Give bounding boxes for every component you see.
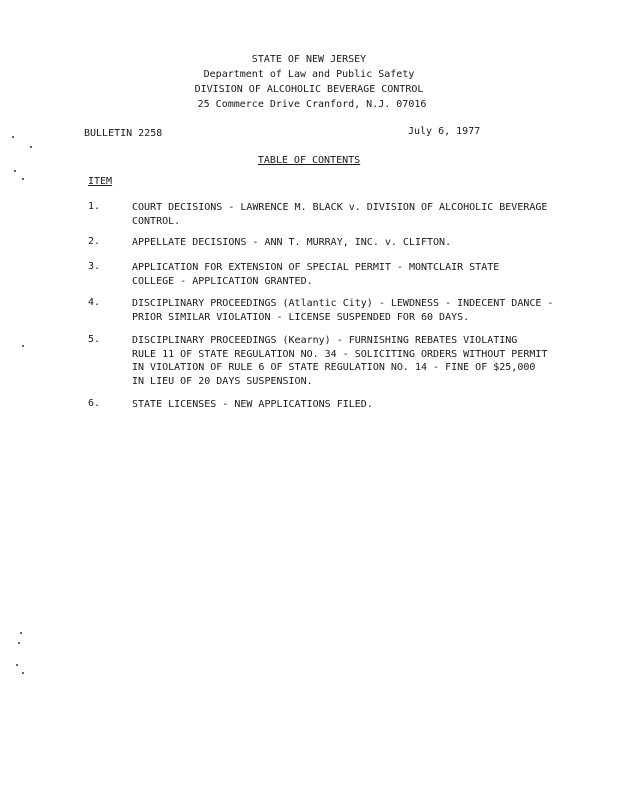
item-number: 5. [88, 334, 101, 345]
bulletin-date: July 6, 1977 [408, 126, 481, 137]
toc-title [0, 155, 618, 166]
header-state: STATE OF NEW JERSEY [251, 54, 367, 65]
header-division: DIVISION OF ALCOHOLIC BEVERAGE CONTROL [194, 84, 424, 95]
item-text: APPELLATE DECISIONS - ANN T. MURRAY, INC. v. CLIFTON. [132, 237, 452, 248]
header-department: Department of Law and Public Safety [203, 69, 415, 80]
scan-speck [20, 632, 22, 634]
scan-speck [12, 136, 14, 138]
scan-speck [18, 642, 20, 644]
item-number: 3. [88, 261, 101, 272]
scan-speck [22, 178, 24, 180]
letterhead [0, 52, 618, 112]
scan-speck [16, 664, 18, 666]
item-text: DISCIPLINARY PROCEEDINGS (Atlantic City) - LEWDNESS - INDECENT DANCE - PRIOR SIMILAR VIOLATION - LICENSE SUSPENDED FOR 60 DAYS. [132, 298, 554, 323]
item-text: STATE LICENSES - NEW APPLICATIONS FILED. [132, 399, 373, 410]
toc-title-text: TABLE OF CONTENTS [257, 155, 361, 166]
item-column-heading: ITEM [88, 176, 113, 187]
item-number: 6. [88, 398, 101, 409]
item-text: DISCIPLINARY PROCEEDINGS (Kearny) - FURNISHING REBATES VIOLATING RULE 11 OF STATE REGULATION NO. 34 - SOLICITING ORDERS WITHOUT PERMIT IN VIOLATION OF RULE 6 OF STATE REGULATION NO. 14 - FINE OF $25,000 IN LIEU OF 20 DAYS SUSPENSION. [132, 335, 548, 387]
scan-speck [22, 672, 24, 674]
item-number: 4. [88, 297, 101, 308]
item-text: APPLICATION FOR EXTENSION OF SPECIAL PERMIT - MONTCLAIR STATE COLLEGE - APPLICATION GRANTED. [132, 262, 500, 287]
scan-speck [30, 146, 32, 148]
bulletin-number: BULLETIN 2258 [84, 128, 163, 139]
scan-speck [22, 345, 24, 347]
item-number: 2. [88, 236, 101, 247]
header-address: 25 Commerce Drive Cranford, N.J. 07016 [197, 99, 427, 110]
item-number: 1. [88, 201, 101, 212]
scan-speck [14, 170, 16, 172]
item-text: COURT DECISIONS - LAWRENCE M. BLACK v. DIVISION OF ALCOHOLIC BEVERAGE CONTROL. [132, 202, 548, 227]
